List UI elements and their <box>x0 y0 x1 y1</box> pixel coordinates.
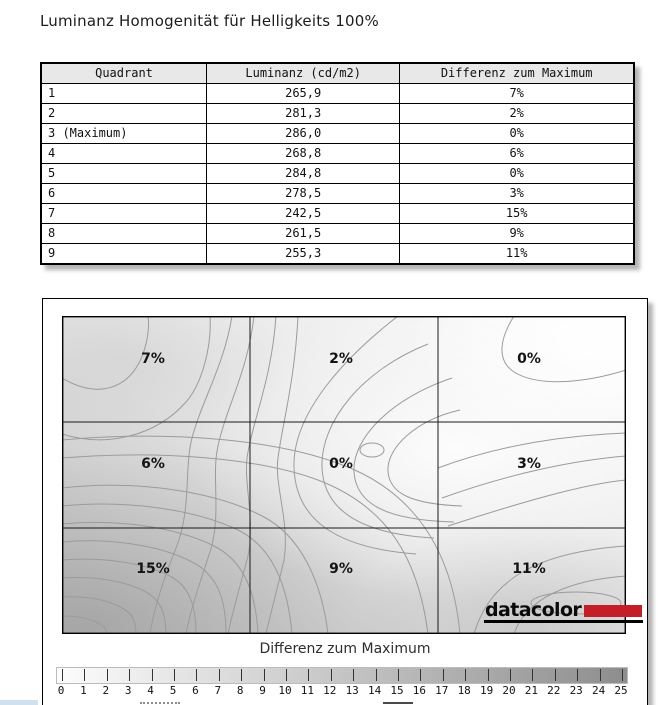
contour-chart-panel <box>42 298 648 705</box>
luminanz-cell: 284,8 <box>207 164 400 184</box>
luminanz-cell: 242,5 <box>207 204 400 224</box>
colorbar-tick-label: 11 <box>300 684 315 697</box>
colorbar-tick-label: 21 <box>524 684 539 697</box>
colorbar-tick-label: 23 <box>569 684 583 697</box>
table-head <box>41 63 634 84</box>
clipped-content-dots <box>140 702 180 704</box>
colorbar-tick <box>174 669 175 681</box>
colorbar-tick-label: 10 <box>278 684 292 697</box>
quadrant-cell: 9 <box>41 244 207 265</box>
page-title: Luminanz Homogenität für Helligkeits 100% <box>40 12 379 30</box>
colorbar-tick-label: 3 <box>124 684 132 697</box>
quadrant-cell: 7 <box>41 204 207 224</box>
colorbar-tick <box>443 669 444 681</box>
colorbar-tick <box>107 669 108 681</box>
colorbar-tick <box>376 669 377 681</box>
contour-label-q3: 0% <box>517 351 541 367</box>
quadrant-cell: 5 <box>41 164 207 184</box>
contour-label-q4: 6% <box>141 456 165 472</box>
colorbar-tick <box>465 669 466 681</box>
luminanz-cell: 281,3 <box>207 104 400 124</box>
colorbar-tick <box>308 669 309 681</box>
quadrant-cell: 8 <box>41 224 207 244</box>
clipped-content-dash <box>383 702 413 704</box>
table-row <box>41 104 634 124</box>
colorbar-tick <box>398 669 399 681</box>
quadrant-cell: 1 <box>41 84 207 104</box>
colorbar-tick <box>152 669 153 681</box>
quadrant-cell: 6 <box>41 184 207 204</box>
table-header-row <box>41 63 634 84</box>
colorbar-tick <box>353 669 354 681</box>
colorbar-tick-label: 1 <box>80 684 87 697</box>
contour-label-q7: 15% <box>136 561 170 577</box>
colorbar <box>56 667 628 684</box>
colorbar-tick-label: 25 <box>614 684 628 697</box>
quadrant-cell: 3 (Maximum) <box>41 124 207 144</box>
quadrant-cell: 4 <box>41 144 207 164</box>
table-row <box>41 224 634 244</box>
colorbar-tick-label: 4 <box>147 684 154 697</box>
colorbar-tick-label: 14 <box>367 684 382 697</box>
colorbar-tick <box>331 669 332 681</box>
colorbar-tick <box>62 669 63 681</box>
luminanz-cell: 255,3 <box>207 244 400 265</box>
colorbar-tick-label: 20 <box>502 684 516 697</box>
colorbar-tick <box>241 669 242 681</box>
colorbar-tick <box>84 669 85 681</box>
differenz-cell: 2% <box>400 104 634 124</box>
table-row <box>41 144 634 164</box>
colorbar-tick <box>555 669 556 681</box>
colorbar-tick-label: 13 <box>345 684 359 697</box>
colorbar-tick <box>129 669 130 681</box>
column-header: Quadrant <box>41 63 207 84</box>
luminanz-cell: 261,5 <box>207 224 400 244</box>
colorbar-tick-label: 8 <box>236 684 244 697</box>
colorbar-tick <box>600 669 601 681</box>
colorbar-tick-label: 19 <box>479 684 494 697</box>
quadrant-cell: 2 <box>41 104 207 124</box>
colorbar-tick <box>577 669 578 681</box>
colorbar-tick-label: 16 <box>412 684 427 697</box>
colorbar-tick-label: 7 <box>214 684 222 697</box>
contour-label-q9: 11% <box>512 561 546 577</box>
table-row <box>41 184 634 204</box>
column-header: Differenz zum Maximum <box>400 63 634 84</box>
colorbar-tick <box>196 669 197 681</box>
datacolor-logo-text: datacolor <box>485 599 582 621</box>
colorbar-tick <box>264 669 265 681</box>
colorbar-title: Differenz zum Maximum <box>259 641 431 657</box>
datacolor-logo-mark <box>584 605 642 617</box>
colorbar-tick-label: 5 <box>169 684 177 697</box>
colorbar-tick-label: 22 <box>547 684 561 697</box>
table-row <box>41 164 634 184</box>
colorbar-tick-label: 9 <box>259 684 266 697</box>
colorbar-tick <box>488 669 489 681</box>
datacolor-logo <box>484 599 643 623</box>
clipped-content-highlight <box>0 700 38 705</box>
table-row <box>41 84 634 104</box>
differenz-cell: 15% <box>400 204 634 224</box>
luminance-table <box>40 62 635 265</box>
contour-label-q6: 3% <box>517 456 541 472</box>
table-body <box>41 84 634 265</box>
contour-label-q5: 0% <box>329 456 353 472</box>
contour-label-q8: 9% <box>329 561 353 577</box>
table-row <box>41 244 634 265</box>
colorbar-tick <box>420 669 421 681</box>
colorbar-tick-label: 0 <box>57 684 65 697</box>
differenz-cell: 11% <box>400 244 634 265</box>
colorbar-tick-label: 24 <box>591 684 606 697</box>
table-row <box>41 124 634 144</box>
contour-label-q2: 2% <box>329 351 353 367</box>
differenz-cell: 0% <box>400 164 634 184</box>
differenz-cell: 7% <box>400 84 634 104</box>
differenz-cell: 3% <box>400 184 634 204</box>
colorbar-tick-label: 12 <box>323 684 337 697</box>
luminanz-cell: 268,8 <box>207 144 400 164</box>
column-header: Luminanz (cd/m2) <box>207 63 400 84</box>
colorbar-tick <box>286 669 287 681</box>
luminanz-cell: 265,9 <box>207 84 400 104</box>
differenz-cell: 0% <box>400 124 634 144</box>
colorbar-scale <box>43 684 647 696</box>
colorbar-tick-label: 6 <box>192 684 199 697</box>
colorbar-tick <box>219 669 220 681</box>
differenz-cell: 6% <box>400 144 634 164</box>
differenz-cell: 9% <box>400 224 634 244</box>
contour-plot <box>62 316 626 634</box>
colorbar-tick <box>532 669 533 681</box>
colorbar-tick-label: 15 <box>390 684 404 697</box>
colorbar-tick-label: 2 <box>102 684 110 697</box>
contour-label-q1: 7% <box>141 351 165 367</box>
colorbar-tick <box>622 669 623 681</box>
colorbar-tick-label: 17 <box>435 684 449 697</box>
colorbar-tick-label: 18 <box>457 684 471 697</box>
table-row <box>41 204 634 224</box>
luminanz-cell: 286,0 <box>207 124 400 144</box>
colorbar-tick <box>510 669 511 681</box>
luminanz-cell: 278,5 <box>207 184 400 204</box>
